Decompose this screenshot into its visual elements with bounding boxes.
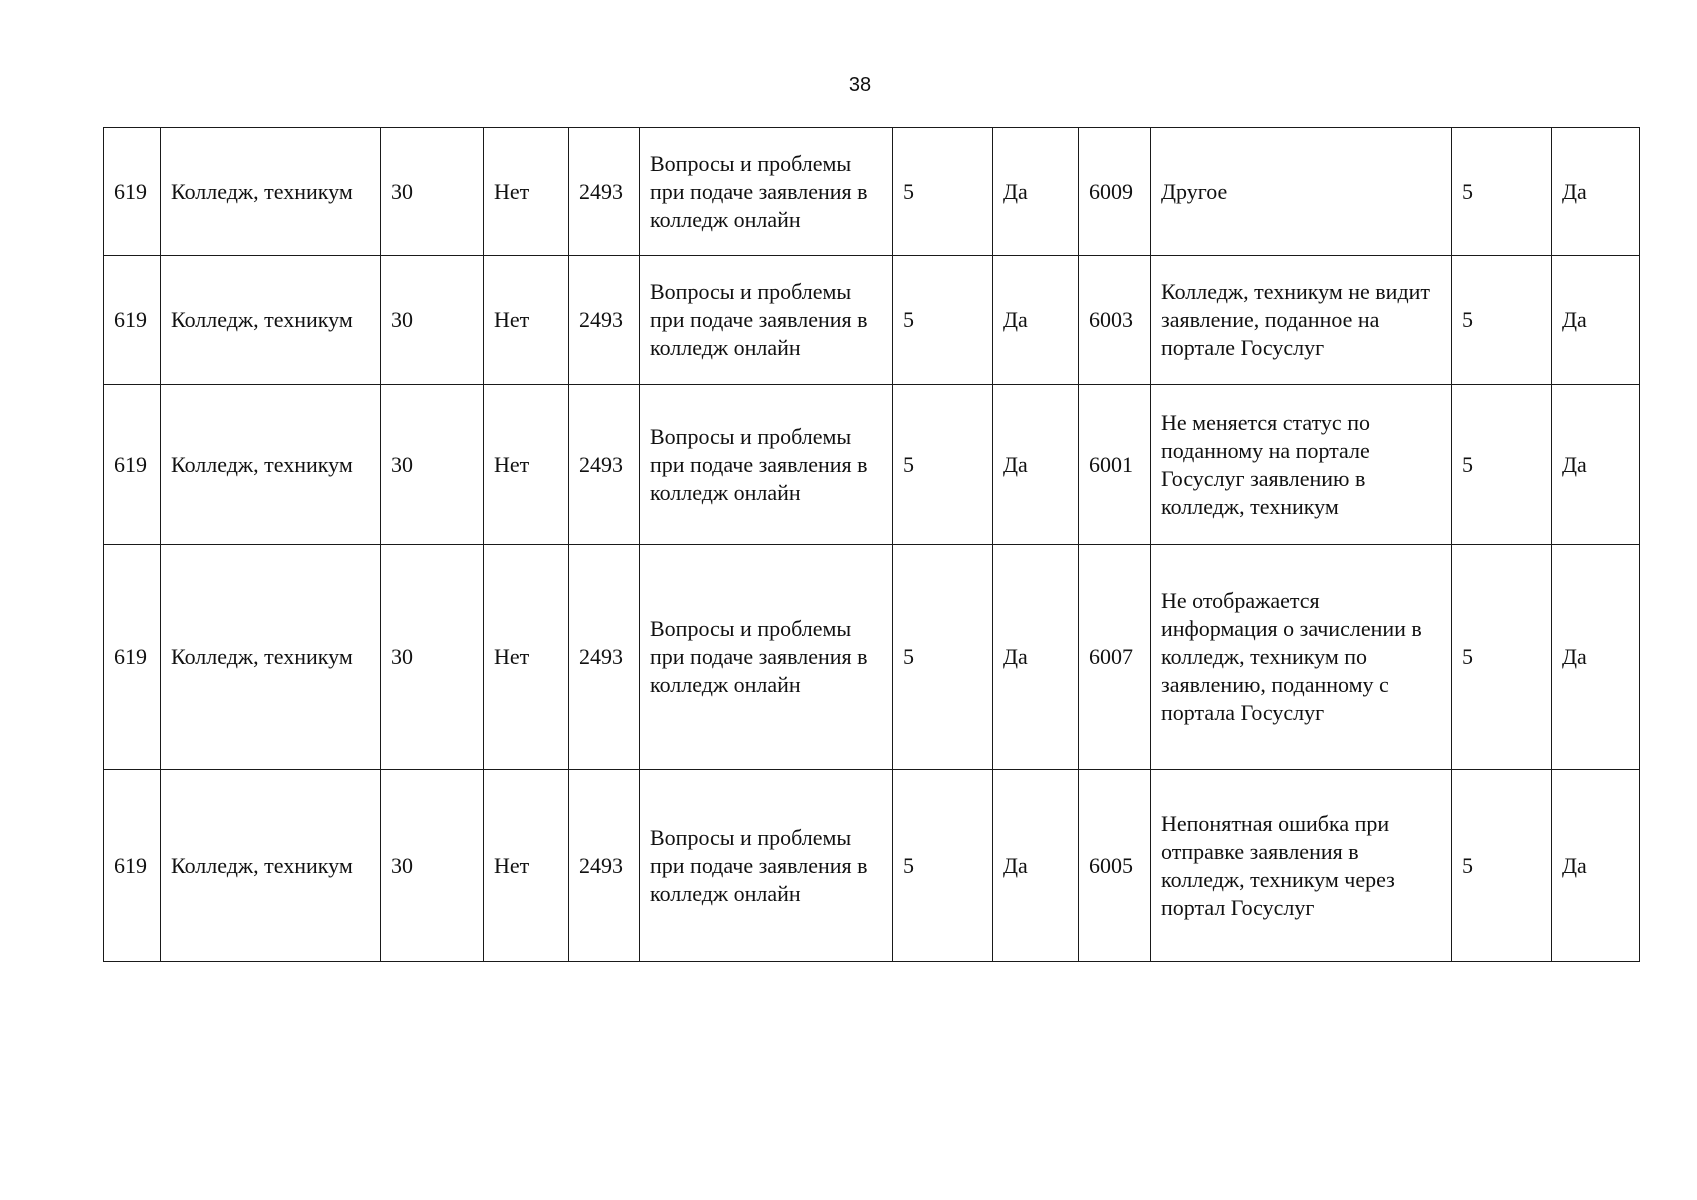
topic-cell: Вопросы и проблемы при подаче заявления в колледж онлайн <box>640 256 893 385</box>
sub-topic-cell: Не отображается информация о зачислении в колледж, техникум по заявлению, поданному с портала Госуслуг <box>1151 545 1452 770</box>
topic-cell: Вопросы и проблемы при подаче заявления в колледж онлайн <box>640 128 893 256</box>
sub-priority-cell: 5 <box>1452 545 1552 770</box>
sub-topic-cell: Колледж, техникум не видит заявление, поданное на портале Госуслуг <box>1151 256 1452 385</box>
priority-cell: 5 <box>893 545 993 770</box>
topic-id-cell: 2493 <box>569 385 640 545</box>
flag-cell: Нет <box>484 385 569 545</box>
topic-id-cell: 2493 <box>569 256 640 385</box>
days-cell: 30 <box>381 256 484 385</box>
topic-cell: Вопросы и проблемы при подаче заявления в колледж онлайн <box>640 545 893 770</box>
sub-priority-cell: 5 <box>1452 128 1552 256</box>
id-cell: 619 <box>104 545 161 770</box>
table-row <box>104 128 1640 256</box>
active-cell: Да <box>993 770 1079 962</box>
type-cell: Колледж, техникум <box>161 770 381 962</box>
sub-priority-cell: 5 <box>1452 256 1552 385</box>
sub-id-cell: 6007 <box>1079 545 1151 770</box>
topic-cell: Вопросы и проблемы при подаче заявления в колледж онлайн <box>640 385 893 545</box>
sub-id-cell: 6005 <box>1079 770 1151 962</box>
sub-topic-cell: Другое <box>1151 128 1452 256</box>
classifier-table <box>103 127 1640 962</box>
flag-cell: Нет <box>484 545 569 770</box>
topic-id-cell: 2493 <box>569 128 640 256</box>
sub-active-cell: Да <box>1552 385 1640 545</box>
type-cell: Колледж, техникум <box>161 256 381 385</box>
sub-active-cell: Да <box>1552 770 1640 962</box>
sub-active-cell: Да <box>1552 256 1640 385</box>
topic-id-cell: 2493 <box>569 545 640 770</box>
active-cell: Да <box>993 256 1079 385</box>
active-cell: Да <box>993 128 1079 256</box>
priority-cell: 5 <box>893 385 993 545</box>
sub-id-cell: 6001 <box>1079 385 1151 545</box>
days-cell: 30 <box>381 385 484 545</box>
priority-cell: 5 <box>893 256 993 385</box>
topic-cell: Вопросы и проблемы при подаче заявления в колледж онлайн <box>640 770 893 962</box>
id-cell: 619 <box>104 385 161 545</box>
active-cell: Да <box>993 545 1079 770</box>
table-row <box>104 545 1640 770</box>
table-row <box>104 770 1640 962</box>
id-cell: 619 <box>104 256 161 385</box>
table-row <box>104 385 1640 545</box>
type-cell: Колледж, техникум <box>161 385 381 545</box>
active-cell: Да <box>993 385 1079 545</box>
days-cell: 30 <box>381 545 484 770</box>
sub-priority-cell: 5 <box>1452 770 1552 962</box>
flag-cell: Нет <box>484 256 569 385</box>
id-cell: 619 <box>104 128 161 256</box>
topic-id-cell: 2493 <box>569 770 640 962</box>
sub-topic-cell: Не меняется статус по поданному на портале Госуслуг заявлению в колледж, техникум <box>1151 385 1452 545</box>
type-cell: Колледж, техникум <box>161 128 381 256</box>
table-row <box>104 256 1640 385</box>
type-cell: Колледж, техникум <box>161 545 381 770</box>
page-number: 38 <box>848 74 872 96</box>
sub-id-cell: 6003 <box>1079 256 1151 385</box>
sub-active-cell: Да <box>1552 128 1640 256</box>
flag-cell: Нет <box>484 770 569 962</box>
days-cell: 30 <box>381 128 484 256</box>
sub-topic-cell: Непонятная ошибка при отправке заявления в колледж, техникум через портал Госуслуг <box>1151 770 1452 962</box>
sub-priority-cell: 5 <box>1452 385 1552 545</box>
priority-cell: 5 <box>893 128 993 256</box>
priority-cell: 5 <box>893 770 993 962</box>
sub-id-cell: 6009 <box>1079 128 1151 256</box>
days-cell: 30 <box>381 770 484 962</box>
flag-cell: Нет <box>484 128 569 256</box>
sub-active-cell: Да <box>1552 545 1640 770</box>
id-cell: 619 <box>104 770 161 962</box>
